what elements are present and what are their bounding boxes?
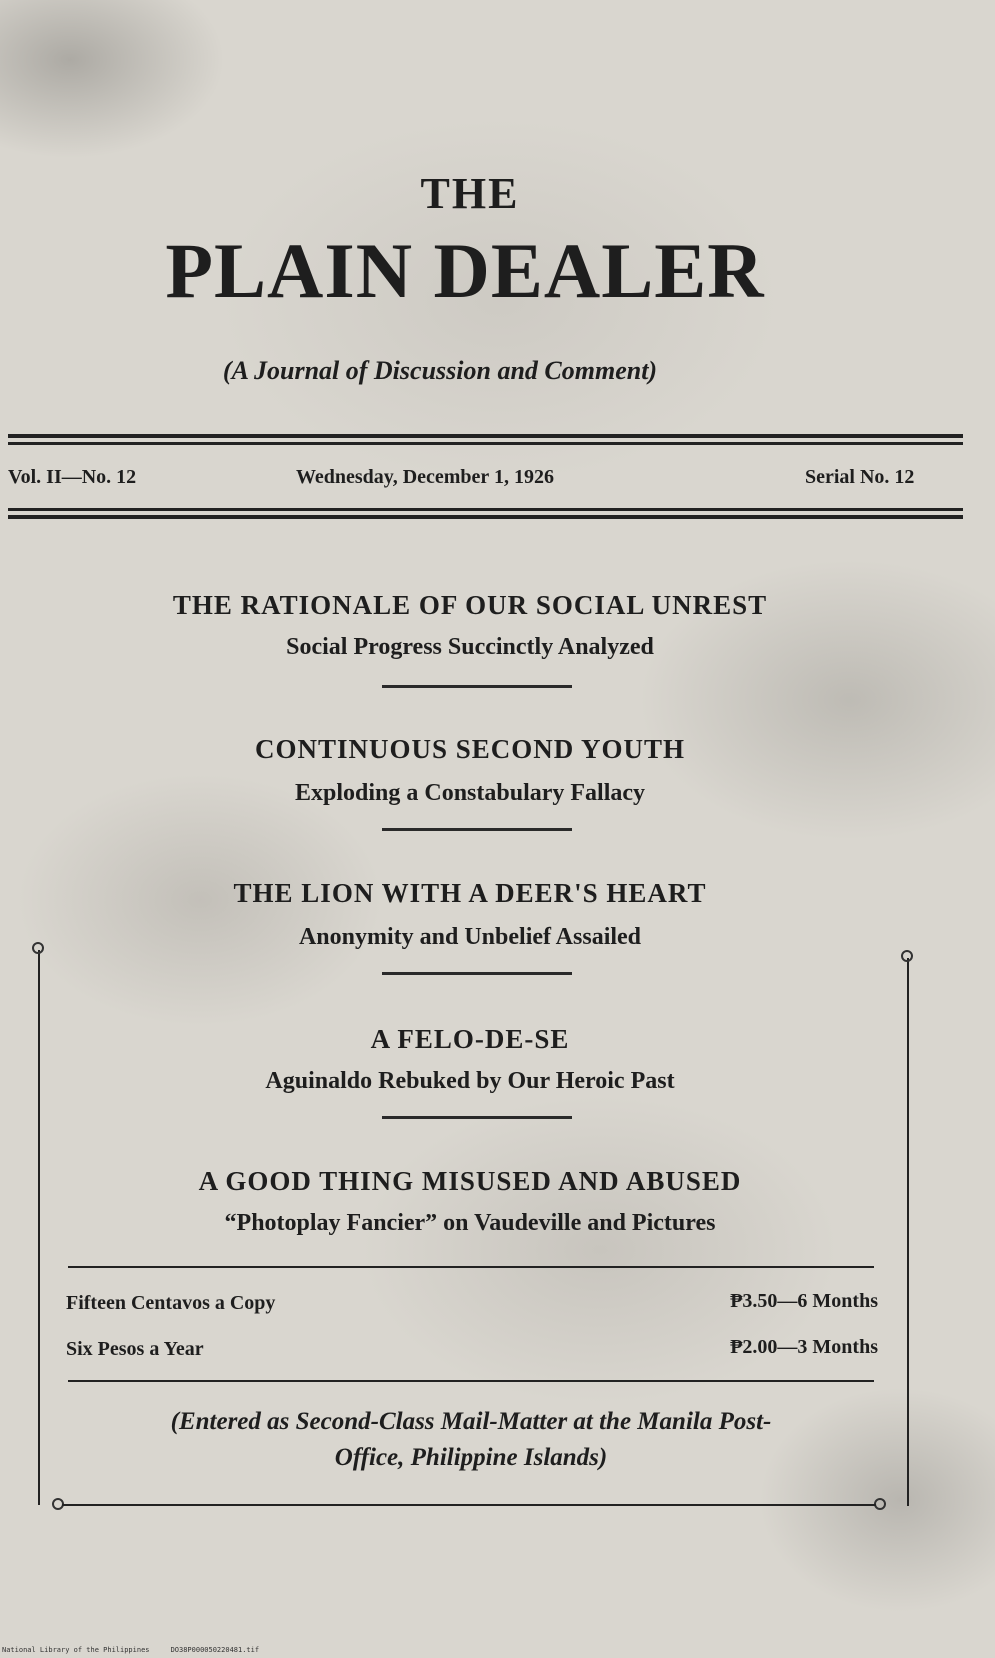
article-1-title: THE RATIONALE OF OUR SOCIAL UNREST <box>172 590 768 620</box>
article-4-subtitle: Aguinaldo Rebuked by Our Heroic Past <box>265 1068 675 1094</box>
scan-footer: National Library of the Philippines DO38P000050220481.tif <box>2 1646 260 1654</box>
issue-volume: Vol. II—No. 12 <box>8 466 137 488</box>
price-six-months: ₱3.50—6 Months <box>730 1290 878 1312</box>
article-2-subtitle: Exploding a Constabulary Fallacy <box>294 780 646 806</box>
article-5-title: A GOOD THING MISUSED AND ABUSED <box>198 1166 742 1196</box>
article-5-subtitle: “Photoplay Fancier” on Vaudeville and Pictures <box>224 1210 716 1236</box>
masthead-subtitle: (A Journal of Discussion and Comment) <box>222 356 658 385</box>
masthead-title: PLAIN DEALER <box>165 227 765 314</box>
mail-notice-line-2: Office, Philippine Islands) <box>334 1444 608 1471</box>
top-rule-2 <box>8 442 963 445</box>
article-4-divider <box>382 1116 572 1119</box>
frame-right-rule <box>907 958 909 1506</box>
price-per-copy: Fifteen Centavos a Copy <box>66 1292 276 1314</box>
price-bottom-rule <box>68 1380 874 1382</box>
bottom-rule-2 <box>8 515 963 519</box>
article-2-divider <box>382 828 572 831</box>
article-3-divider <box>382 972 572 975</box>
price-per-year: Six Pesos a Year <box>66 1338 204 1360</box>
mail-notice-line-1: (Entered as Second-Class Mail-Matter at the Manila Post- <box>170 1408 772 1435</box>
article-1-subtitle: Social Progress Succinctly Analyzed <box>286 634 654 660</box>
article-3-subtitle: Anonymity and Unbelief Assailed <box>298 924 642 950</box>
article-3-title: THE LION WITH A DEER'S HEART <box>233 878 707 908</box>
issue-serial: Serial No. 12 <box>805 466 915 488</box>
article-1-divider <box>382 685 572 688</box>
frame-ring-top-left <box>32 942 44 954</box>
bottom-rule-1 <box>8 508 963 511</box>
article-2-title: CONTINUOUS SECOND YOUTH <box>254 734 686 764</box>
price-three-months: ₱2.00—3 Months <box>730 1336 878 1358</box>
price-top-rule <box>68 1266 874 1268</box>
issue-date: Wednesday, December 1, 1926 <box>296 466 554 488</box>
masthead-the: THE <box>420 169 520 218</box>
frame-ring-top-right <box>901 950 913 962</box>
frame-bottom-rule <box>62 1504 876 1506</box>
top-rule-1 <box>8 434 963 438</box>
article-4-title: A FELO-DE-SE <box>370 1024 570 1054</box>
